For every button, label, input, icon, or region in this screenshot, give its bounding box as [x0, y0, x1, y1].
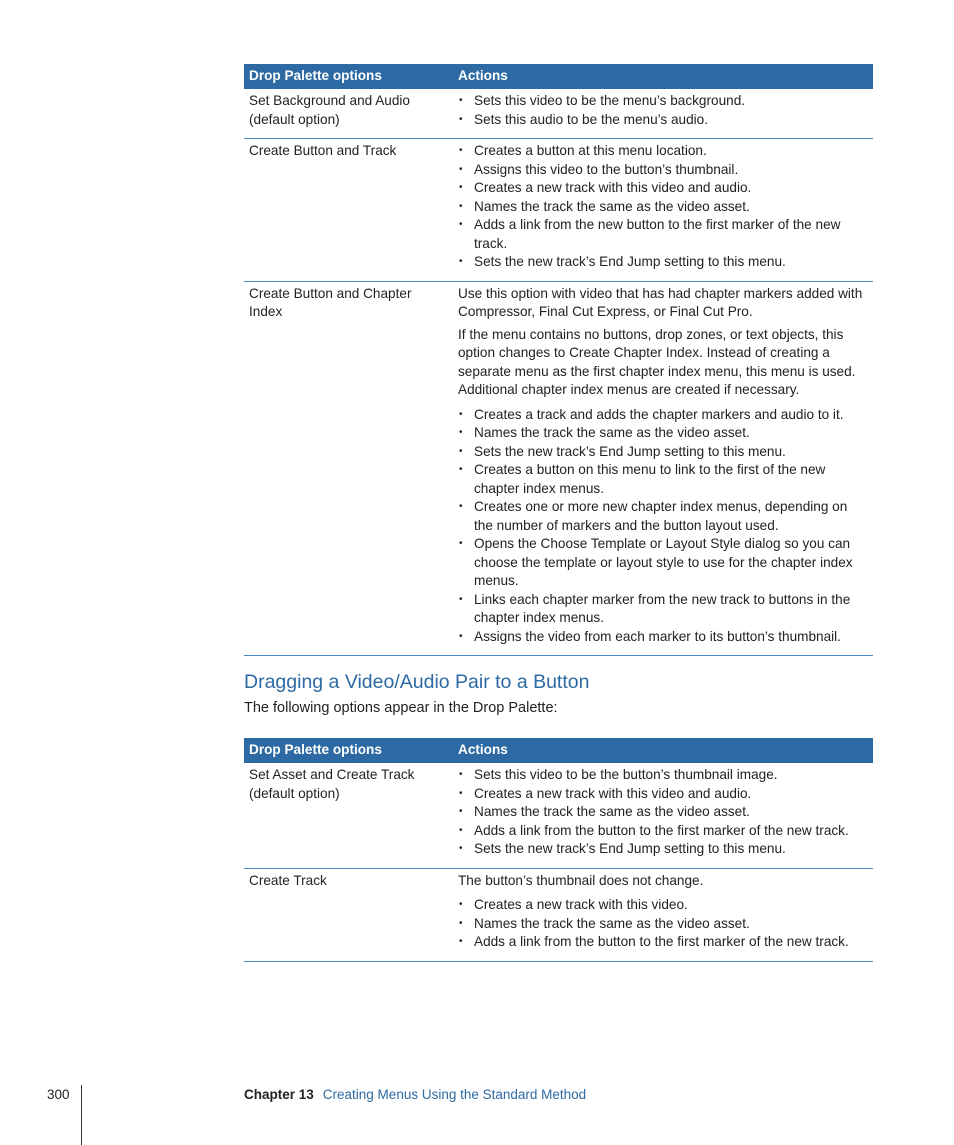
list-item: • Opens the Choose Template or Layout Style dialog so you can choose the template or layout style to use for the chapter index menus.: [458, 535, 868, 591]
page-number: 300: [47, 1087, 70, 1102]
option-label: Create Track: [249, 872, 327, 888]
actions-cell: [453, 763, 873, 869]
table-row: [244, 139, 873, 282]
option-label: (default option): [249, 785, 340, 801]
action-list: [458, 766, 868, 859]
table-row: [244, 868, 873, 961]
drop-palette-table-2: [244, 738, 873, 962]
column-header-options: Drop Palette options: [244, 738, 453, 763]
action-paragraph: The button’s thumbnail does not change.: [458, 872, 704, 888]
actions-cell: [453, 281, 873, 656]
list-item: • Adds a link from the new button to the first marker of the new track.: [458, 216, 868, 253]
list-item: • Sets the new track’s End Jump setting to this menu.: [458, 443, 868, 462]
list-item: • Sets this video to be the menu’s background.: [458, 92, 868, 111]
list-item: • Creates a new track with this video.: [458, 896, 868, 915]
list-item: • Creates a new track with this video and audio.: [458, 179, 868, 198]
table-row: [244, 763, 873, 869]
list-item: • Creates a button on this menu to link to the first of the new chapter index menus.: [458, 461, 868, 498]
list-item: • Sets this video to be the button’s thumbnail image.: [458, 766, 868, 785]
action-paragraph: If the menu contains no buttons, drop zones, or text objects, this option changes to Create Chapter Index. Instead of creating a separate menu as the first chapter index menu, this menu is used. Additional chapter index menus are created if necessary.: [458, 326, 856, 397]
chapter-footer: [244, 1087, 586, 1102]
option-cell: [244, 868, 453, 961]
option-label: Create Button and Track: [249, 143, 397, 158]
table-body: [244, 89, 873, 656]
action-list: [458, 406, 868, 647]
option-cell: [244, 89, 453, 139]
list-item: • Adds a link from the button to the first marker of the new track.: [458, 822, 868, 841]
list-item: • Creates a new track with this video and audio.: [458, 785, 868, 804]
table-row: [244, 89, 873, 139]
actions-cell: [453, 139, 873, 282]
list-item: • Names the track the same as the video asset.: [458, 198, 868, 217]
chapter-title: Creating Menus Using the Standard Method: [322, 1087, 587, 1102]
list-item: • Sets the new track’s End Jump setting to this menu.: [458, 253, 868, 272]
option-cell: [244, 763, 453, 869]
actions-cell: [453, 89, 873, 139]
table-header-row: [244, 64, 873, 89]
option-label: Create Button and Chapter Index: [249, 285, 412, 319]
footer-divider: [81, 1085, 82, 1145]
table-body: [244, 763, 873, 962]
column-header-options: Drop Palette options: [244, 64, 453, 89]
list-item: • Creates a button at this menu location.: [458, 142, 868, 161]
list-item: • Sets the new track’s End Jump setting to this menu.: [458, 840, 868, 859]
table-row: [244, 281, 873, 656]
action-list: [458, 92, 868, 129]
option-label: (default option): [249, 111, 340, 127]
option-cell: [244, 281, 453, 656]
list-item: • Assigns the video from each marker to its button’s thumbnail.: [458, 628, 868, 647]
drop-palette-table-1: [244, 64, 873, 656]
list-item: • Names the track the same as the video asset.: [458, 424, 868, 443]
list-item: • Assigns this video to the button’s thumbnail.: [458, 161, 868, 180]
option-label: Set Asset and Create Track: [249, 767, 415, 782]
list-item: • Names the track the same as the video asset.: [458, 803, 868, 822]
list-item: • Adds a link from the button to the first marker of the new track.: [458, 933, 868, 952]
column-header-actions: Actions: [453, 64, 873, 89]
list-item: • Links each chapter marker from the new track to buttons in the chapter index menus.: [458, 591, 868, 628]
action-list: [458, 142, 868, 272]
option-cell: [244, 139, 453, 282]
section-heading: Dragging a Video/Audio Pair to a Button: [244, 671, 590, 693]
list-item: • Sets this audio to be the menu’s audio.: [458, 111, 868, 130]
column-header-actions: Actions: [453, 738, 873, 763]
list-item: • Creates one or more new chapter index menus, depending on the number of markers and the button layout used.: [458, 498, 868, 535]
actions-cell: [453, 868, 873, 961]
action-list: [458, 896, 868, 952]
section-intro: The following options appear in the Drop Palette:: [244, 700, 558, 716]
chapter-label: Chapter 13: [244, 1087, 314, 1102]
list-item: • Creates a track and adds the chapter markers and audio to it.: [458, 406, 868, 425]
table-header-row: [244, 738, 873, 763]
list-item: • Names the track the same as the video asset.: [458, 915, 868, 934]
option-label: Set Background and Audio: [249, 93, 410, 108]
action-paragraph: Use this option with video that has had chapter markers added with Compressor, Final Cut Express, or Final Cut Pro.: [458, 285, 863, 319]
